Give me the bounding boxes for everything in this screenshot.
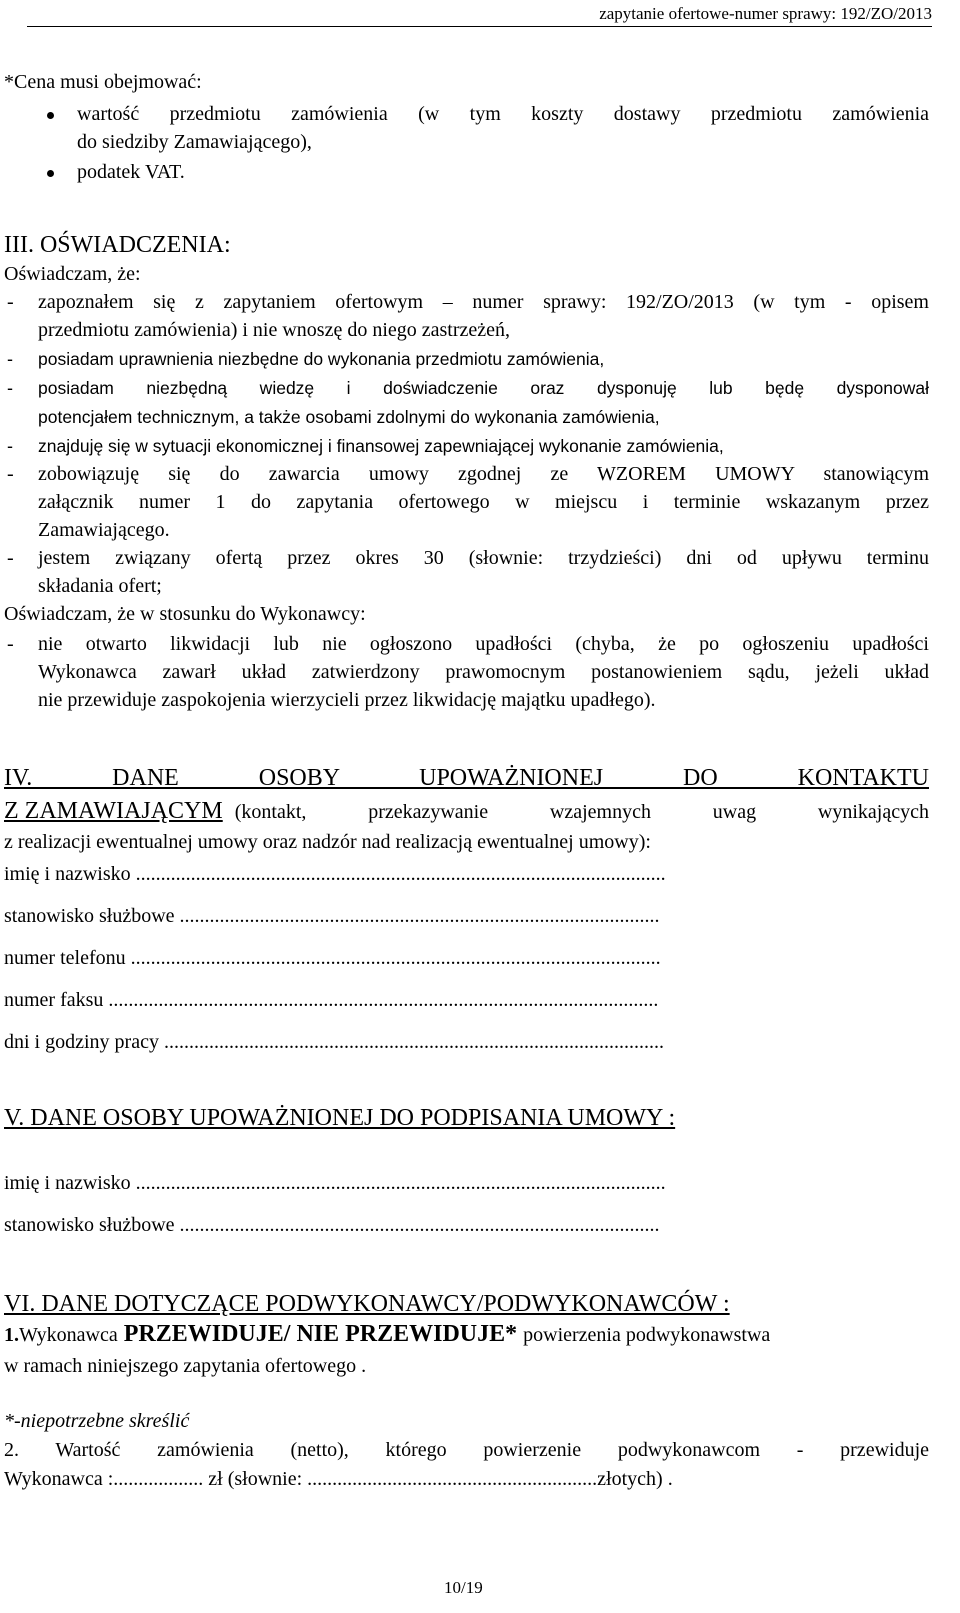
section-3-declaration: Oświadczam, że: — [4, 263, 141, 285]
section-4-heading-cont: Z ZAMAWIAJĄCYM — [4, 798, 223, 824]
paragraph-number: 1. — [4, 1324, 19, 1346]
list-dash: - — [7, 349, 13, 369]
declaration-item-6-cont: składania ofert; — [38, 575, 162, 597]
declaration-item-6: jestem związany ofertą przez okres 30 (słownie: trzydzieści) dni od upływu terminu — [38, 547, 929, 569]
declaration-item-5-cont2: Zamawiającego. — [38, 519, 170, 541]
subcontractor-paragraph-1-cont: w ramach niniejszego zapytania ofertowego . — [4, 1355, 367, 1377]
signatory-name-field: imię i nazwisko .......................................................................................................... — [4, 1172, 666, 1194]
list-dash: - — [7, 463, 14, 485]
subcontractor-paragraph-2: 2. Wartość zamówienia (netto), którego powierzenie podwykonawcom - przewiduje — [4, 1439, 929, 1461]
list-dash: - — [7, 547, 14, 569]
subcontractor-paragraph-2-cont: Wykonawca :.................. zł (słownie: ..........................................................złotych) . — [4, 1468, 673, 1490]
declaration-item-3: posiadam niezbędną wiedzę i doświadczenie oraz dysponuję lub będę dysponował — [38, 378, 929, 398]
page-number: 10/19 — [444, 1578, 483, 1597]
contact-fax-field: numer faksu .............................................................................................................. — [4, 989, 659, 1011]
declaration-item-7: nie otwarto likwidacji lub nie ogłoszono upadłości (chyba, że po ogłoszeniu upadłości — [38, 633, 929, 655]
contact-phone-field: numer telefonu .......................................................................................................... — [4, 947, 661, 969]
price-bullet-1-cont: do siedziby Zamawiającego), — [77, 131, 312, 153]
contact-hours-field: dni i godziny pracy .................................................................................................... — [4, 1031, 664, 1053]
page-header: zapytanie ofertowe-numer sprawy: 192/ZO/2013 — [27, 4, 932, 27]
subcontractor-paragraph-1 — [4, 1322, 929, 1347]
list-dash: - — [7, 378, 13, 398]
contact-position-field: stanowisko służbowe ................................................................................................ — [4, 905, 660, 927]
declaration-item-5: zobowiązuję się do zawarcia umowy zgodnej ze WZOREM UMOWY stanowiącym — [38, 463, 929, 485]
declaration-item-2: posiadam uprawnienia niezbędne do wykonania przedmiotu zamówienia, — [38, 349, 605, 369]
bullet-icon — [47, 112, 54, 119]
declaration-item-5-cont: załącznik numer 1 do zapytania ofertowego w miejscu i terminie wskazanym przez — [38, 491, 929, 513]
declaration-item-1: zapoznałem się z zapytaniem ofertowym – numer sprawy: 192/ZO/2013 (w tym - opisem — [38, 291, 929, 313]
declaration-item-3-cont: potencjałem technicznym, a także osobami zdolnymi do wykonania zamówienia, — [38, 407, 660, 427]
price-intro: *Cena musi obejmować: — [4, 71, 202, 93]
list-dash: - — [7, 291, 14, 313]
declaration-item-7-cont2: nie przewiduje zaspokojenia wierzycieli przez likwidację majątku upadłego). — [38, 689, 656, 711]
declaration-contractor: Oświadczam, że w stosunku do Wykonawcy: — [4, 603, 366, 625]
section-6-heading: VI. DANE DOTYCZĄCE PODWYKONAWCY/PODWYKONAWCÓW : — [4, 1291, 730, 1317]
signatory-position-field: stanowisko służbowe ................................................................................................ — [4, 1214, 660, 1236]
bullet-icon — [47, 170, 54, 177]
contact-name-field: imię i nazwisko .......................................................................................................... — [4, 863, 666, 885]
list-dash: - — [7, 436, 13, 456]
section-4-description: (kontakt, przekazywanie wzajemnych uwag wynikających — [234, 801, 929, 823]
price-bullet-1: wartość przedmiotu zamówienia (w tym koszty dostawy przedmiotu zamówienia — [77, 103, 929, 125]
declaration-item-7-cont: Wykonawca zawarł układ zatwierdzony prawomocnym postanowieniem sądu, jeżeli układ — [38, 661, 929, 683]
price-bullet-2: podatek VAT. — [77, 161, 185, 183]
section-3-heading: III. OŚWIADCZENIA: — [4, 232, 231, 258]
subcontractor-text-a: Wykonawca — [19, 1324, 118, 1346]
declaration-item-1-cont: przedmiotu zamówienia) i nie wnoszę do niego zastrzeżeń, — [38, 319, 511, 341]
section-5-heading: V. DANE OSOBY UPOWAŻNIONEJ DO PODPISANIA UMOWY : — [4, 1105, 676, 1131]
list-dash: - — [7, 633, 14, 655]
declaration-item-4: znajduję się w sytuacji ekonomicznej i finansowej zapewniającej wykonanie zamówienia, — [38, 436, 724, 456]
section-4-heading-line2 — [4, 796, 929, 826]
section-4-description-cont: z realizacji ewentualnej umowy oraz nadzór nad realizacją ewentualnej umowy): — [4, 831, 651, 853]
subcontractor-text-c: powierzenia podwykonawstwa — [523, 1324, 771, 1346]
section-4-heading: IV. DANE OSOBY UPOWAŻNIONEJ DO KONTAKTU — [4, 765, 929, 791]
footnote: *-niepotrzebne skreślić — [4, 1410, 190, 1432]
subcontractor-option: PRZEWIDUJE/ NIE PRZEWIDUJE* — [123, 1321, 518, 1347]
